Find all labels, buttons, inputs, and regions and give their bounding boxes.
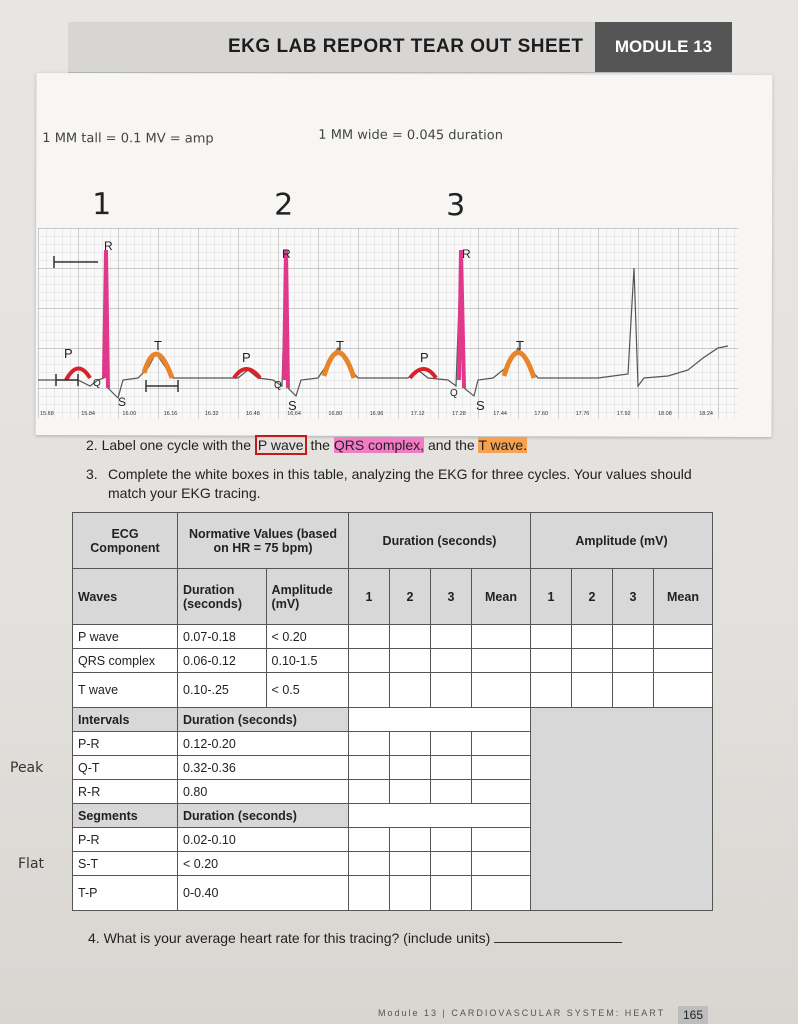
sub-header-waves: Waves <box>73 569 178 625</box>
p-label-3: P <box>420 350 429 365</box>
input-cell[interactable] <box>349 780 390 804</box>
page-footer: Module 13 | CARDIOVASCULAR SYSTEM: HEART <box>378 1008 666 1018</box>
input-cell[interactable] <box>390 780 431 804</box>
time-tick-label: 16.32 <box>204 411 219 417</box>
interval-duration: 0.80 <box>178 780 349 804</box>
input-cell[interactable] <box>472 649 531 673</box>
question-3 <box>86 465 726 503</box>
segment-name: S-T <box>73 852 178 876</box>
interval-name: P-R <box>73 732 178 756</box>
time-tick-label: 16.80 <box>328 411 343 417</box>
input-cell[interactable] <box>531 673 572 708</box>
q2-text-c: and the <box>427 437 475 453</box>
wave-name: T wave <box>73 673 178 708</box>
wave-amplitude: < 0.5 <box>266 673 348 708</box>
input-cell[interactable] <box>390 756 431 780</box>
time-tick-label: 15.84 <box>81 411 95 417</box>
col-header-normative: Normative Values (based on HR = 75 bpm) <box>178 513 349 569</box>
time-tick-label: 17.28 <box>452 411 466 417</box>
time-tick-label: 17.92 <box>616 411 631 417</box>
wave-name: P wave <box>73 625 178 649</box>
input-cell[interactable] <box>349 732 390 756</box>
input-cell[interactable] <box>349 673 390 708</box>
input-cell[interactable] <box>472 828 531 852</box>
amp-col-3: 3 <box>613 569 654 625</box>
r-label-1: R <box>104 239 113 253</box>
wave-name: QRS complex <box>73 649 178 673</box>
time-tick-label: 16.96 <box>369 411 384 417</box>
margin-note-peak: Peak <box>10 760 44 776</box>
wave-amplitude: 0.10-1.5 <box>266 649 348 673</box>
col-header-component: ECG Component <box>73 513 178 569</box>
input-cell[interactable] <box>390 876 431 911</box>
q2-text-b: the <box>310 437 330 453</box>
margin-note-flat: Flat <box>18 856 45 872</box>
input-cell[interactable] <box>390 625 431 649</box>
t-label-3: T <box>516 338 524 353</box>
dur-col-3: 3 <box>431 569 472 625</box>
amp-col-2: 2 <box>572 569 613 625</box>
q-label-2: Q <box>274 380 282 391</box>
time-tick-label: 18.24 <box>699 411 713 417</box>
p-label-2: P <box>242 350 251 365</box>
time-tick-label: 17.12 <box>410 411 425 417</box>
input-cell[interactable] <box>431 625 472 649</box>
wave-amplitude: < 0.20 <box>266 625 348 649</box>
qrs-mark-2 <box>284 250 288 388</box>
r-label-2: R <box>282 247 291 261</box>
time-tick-label: 18.08 <box>658 411 672 417</box>
input-cell[interactable] <box>572 625 613 649</box>
input-cell[interactable] <box>472 625 531 649</box>
input-cell[interactable] <box>572 673 613 708</box>
wave-duration: 0.10-.25 <box>178 673 267 708</box>
segment-name: T-P <box>73 876 178 911</box>
segment-duration: 0.02-0.10 <box>178 828 349 852</box>
s-label-2: S <box>288 398 297 413</box>
dur-col-mean: Mean <box>472 569 531 625</box>
q3-number: 3. <box>86 466 98 482</box>
q4-text: 4. What is your average heart rate for this tracing? (include units) <box>88 930 491 946</box>
segment-duration: < 0.20 <box>178 852 349 876</box>
input-cell[interactable] <box>572 649 613 673</box>
q2-text-a: Label one cycle with the <box>101 437 252 453</box>
input-cell[interactable] <box>349 649 390 673</box>
question-4 <box>88 930 622 946</box>
input-cell[interactable] <box>654 673 713 708</box>
ekg-analysis-table <box>72 512 713 911</box>
s-label-3: S <box>476 398 485 413</box>
q-label-1: Q <box>93 378 101 389</box>
intervals-duration-header: Duration (seconds) <box>178 708 349 732</box>
p-label-1: P <box>64 346 73 361</box>
intervals-label: Intervals <box>73 708 178 732</box>
input-cell[interactable] <box>390 828 431 852</box>
interval-duration: 0.12-0.20 <box>178 732 349 756</box>
qrs-mark-1 <box>104 250 108 388</box>
t-label-2: T <box>336 338 344 353</box>
input-cell[interactable] <box>390 649 431 673</box>
input-cell[interactable] <box>431 673 472 708</box>
amp-col-1: 1 <box>531 569 572 625</box>
time-tick-label: 17.44 <box>493 411 507 417</box>
time-tick-label: 16.00 <box>122 411 137 417</box>
input-cell[interactable] <box>431 852 472 876</box>
module-badge: MODULE 13 <box>595 22 732 72</box>
q2-qrs: QRS complex, <box>333 437 425 453</box>
row-qrs <box>73 649 713 673</box>
input-cell[interactable] <box>390 732 431 756</box>
time-tick-label: 17.76 <box>575 411 590 417</box>
sub-header-amplitude: Amplitude (mV) <box>271 582 333 611</box>
heart-rate-answer-line[interactable] <box>494 942 622 943</box>
input-cell[interactable] <box>349 625 390 649</box>
input-cell[interactable] <box>531 625 572 649</box>
input-cell[interactable] <box>349 756 390 780</box>
time-tick-label: 15.68 <box>40 411 54 417</box>
segments-label: Segments <box>73 804 178 828</box>
input-cell[interactable] <box>431 756 472 780</box>
input-cell[interactable] <box>472 852 531 876</box>
ekg-grid <box>38 228 738 418</box>
dur-col-2: 2 <box>390 569 431 625</box>
dur-col-1: 1 <box>349 569 390 625</box>
time-tick-label: 16.48 <box>246 411 260 417</box>
interval-duration: 0.32-0.36 <box>178 756 349 780</box>
shaded-area <box>531 708 713 911</box>
amplitude-note: 1 MM tall = 0.1 MV = amp <box>42 131 214 147</box>
q3-text: Complete the white boxes in this table, analyzing the EKG for three cycles. Your values should match your EKG tracing. <box>108 466 692 501</box>
input-cell[interactable] <box>431 649 472 673</box>
cycle-label-1: 1 <box>92 187 112 223</box>
input-cell[interactable] <box>431 876 472 911</box>
q-label-3: Q <box>450 388 458 399</box>
input-cell[interactable] <box>349 804 531 828</box>
input-cell[interactable] <box>431 780 472 804</box>
row-p-wave <box>73 625 713 649</box>
sheet-header <box>68 22 732 73</box>
input-cell[interactable] <box>431 828 472 852</box>
input-cell[interactable] <box>654 625 713 649</box>
sub-header-duration: Duration (seconds) <box>183 582 243 611</box>
interval-name: R-R <box>73 780 178 804</box>
s-label-1: S <box>118 395 127 409</box>
input-cell[interactable] <box>654 649 713 673</box>
input-cell[interactable] <box>390 852 431 876</box>
r-label-3: R <box>462 247 471 261</box>
input-cell[interactable] <box>349 708 531 732</box>
q2-p-wave: P wave <box>255 435 307 455</box>
segments-duration-header: Duration (seconds) <box>178 804 349 828</box>
input-cell[interactable] <box>349 828 390 852</box>
wave-duration: 0.07-0.18 <box>178 625 267 649</box>
cycle-label-3: 3 <box>446 188 466 224</box>
segment-name: P-R <box>73 828 178 852</box>
input-cell[interactable] <box>390 673 431 708</box>
input-cell[interactable] <box>472 673 531 708</box>
input-cell[interactable] <box>472 732 531 756</box>
input-cell[interactable] <box>613 649 654 673</box>
segment-duration: 0-0.40 <box>178 876 349 911</box>
input-cell[interactable] <box>613 673 654 708</box>
input-cell[interactable] <box>431 732 472 756</box>
input-cell[interactable] <box>349 852 390 876</box>
input-cell[interactable] <box>613 625 654 649</box>
page-number: 165 <box>678 1006 708 1024</box>
sheet-title: EKG LAB REPORT TEAR OUT SHEET <box>228 36 584 57</box>
amp-col-mean: Mean <box>654 569 713 625</box>
wave-duration: 0.06-0.12 <box>178 649 267 673</box>
t-label-1: T <box>154 338 162 353</box>
time-tick-label: 16.64 <box>287 411 301 417</box>
input-cell[interactable] <box>349 876 390 911</box>
q2-t-wave: T wave. <box>478 437 528 453</box>
input-cell[interactable] <box>531 649 572 673</box>
input-cell[interactable] <box>472 876 531 911</box>
input-cell[interactable] <box>472 756 531 780</box>
col-header-amplitude: Amplitude (mV) <box>531 513 713 569</box>
question-2 <box>86 437 527 453</box>
cycle-label-2: 2 <box>274 187 294 223</box>
interval-name: Q-T <box>73 756 178 780</box>
input-cell[interactable] <box>472 780 531 804</box>
duration-note: 1 MM wide = 0.045 duration <box>318 127 504 144</box>
col-header-duration: Duration (seconds) <box>349 513 531 569</box>
ekg-strip <box>38 228 738 428</box>
q2-number: 2. <box>86 437 98 453</box>
row-t-wave <box>73 673 713 708</box>
time-tick-label: 16.16 <box>163 411 178 417</box>
time-tick-label: 17.60 <box>534 411 549 417</box>
